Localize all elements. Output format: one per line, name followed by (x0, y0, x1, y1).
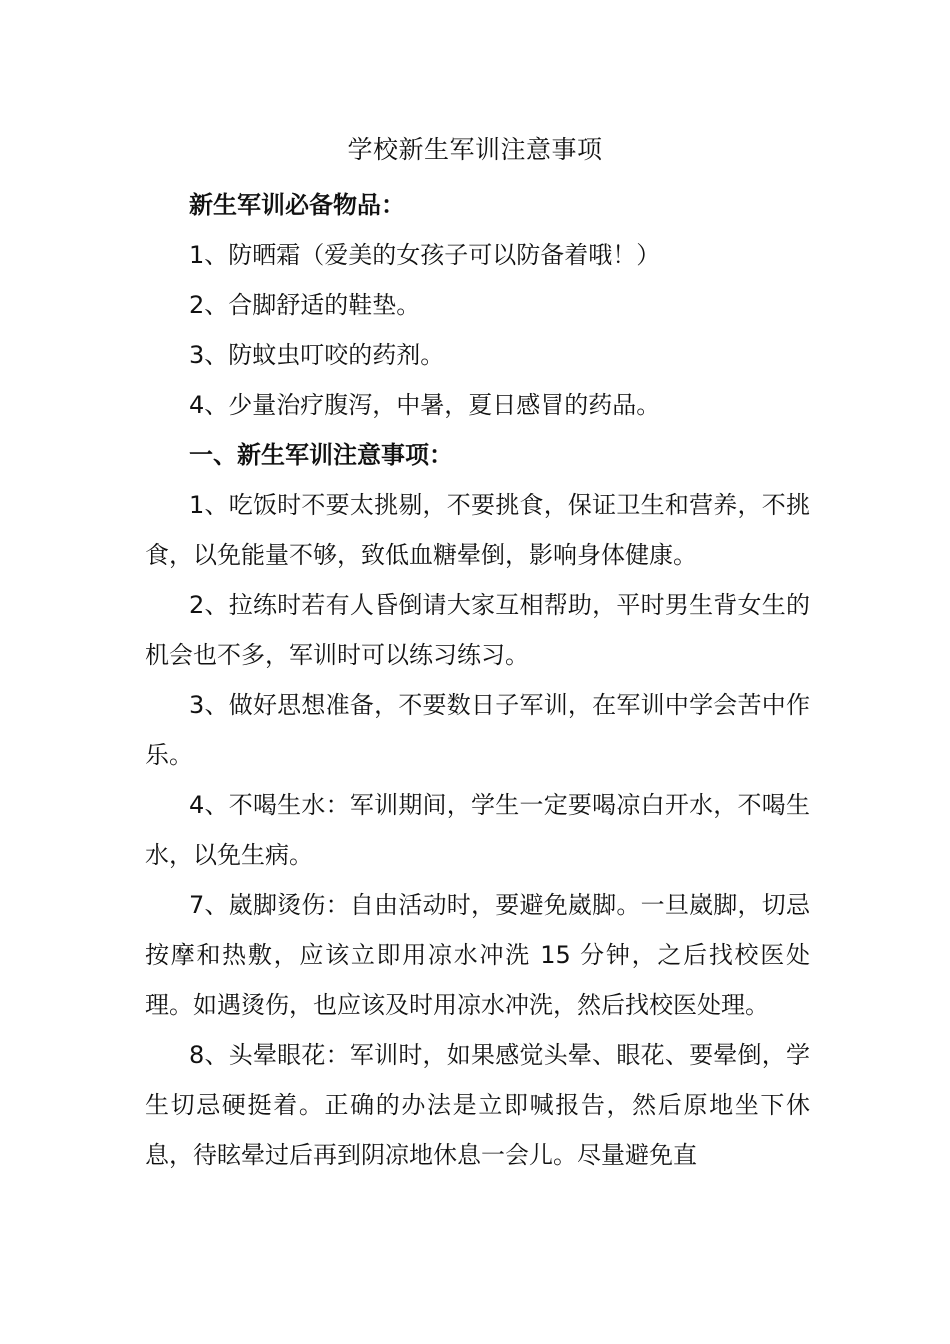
document-body (145, 180, 810, 1180)
paragraph: 2、拉练时若有人昏倒请大家互相帮助，平时男生背女生的机会也不多，军训时可以练习练习。 (145, 591, 810, 669)
list-item: 1、防晒霜（爱美的女孩子可以防备着哦！） (189, 241, 661, 269)
section-heading-supplies: 新生军训必备物品： (189, 191, 405, 219)
list-item: 2、合脚舒适的鞋垫。 (189, 291, 421, 319)
list-item: 4、少量治疗腹泻，中暑，夏日感冒的药品。 (189, 391, 661, 419)
paragraph: 3、做好思想准备，不要数日子军训，在军训中学会苦中作乐。 (145, 691, 810, 769)
section-heading-precautions: 一、新生军训注意事项： (189, 441, 453, 469)
paragraph: 7、崴脚烫伤：自由活动时，要避免崴脚。一旦崴脚，切忌按摩和热敷，应该立即用凉水冲洗 15 分钟，之后找校医处理。如遇烫伤，也应该及时用凉水冲洗，然后找校医处理。 (145, 891, 810, 1019)
paragraph: 4、不喝生水：军训期间，学生一定要喝凉白开水，不喝生水，以免生病。 (145, 791, 810, 869)
document-title: 学校新生军训注意事项 (347, 135, 603, 164)
list-item: 3、防蚊虫叮咬的药剂。 (189, 341, 445, 369)
paragraph: 8、头晕眼花：军训时，如果感觉头晕、眼花、要晕倒，学生切忌硬挺着。正确的办法是立即喊报告，然后原地坐下休息，待眩晕过后再到阴凉地休息一会儿。尽量避免直 (145, 1041, 810, 1169)
paragraph: 1、吃饭时不要太挑剔，不要挑食，保证卫生和营养，不挑食，以免能量不够，致低血糖晕倒，影响身体健康。 (145, 491, 810, 569)
